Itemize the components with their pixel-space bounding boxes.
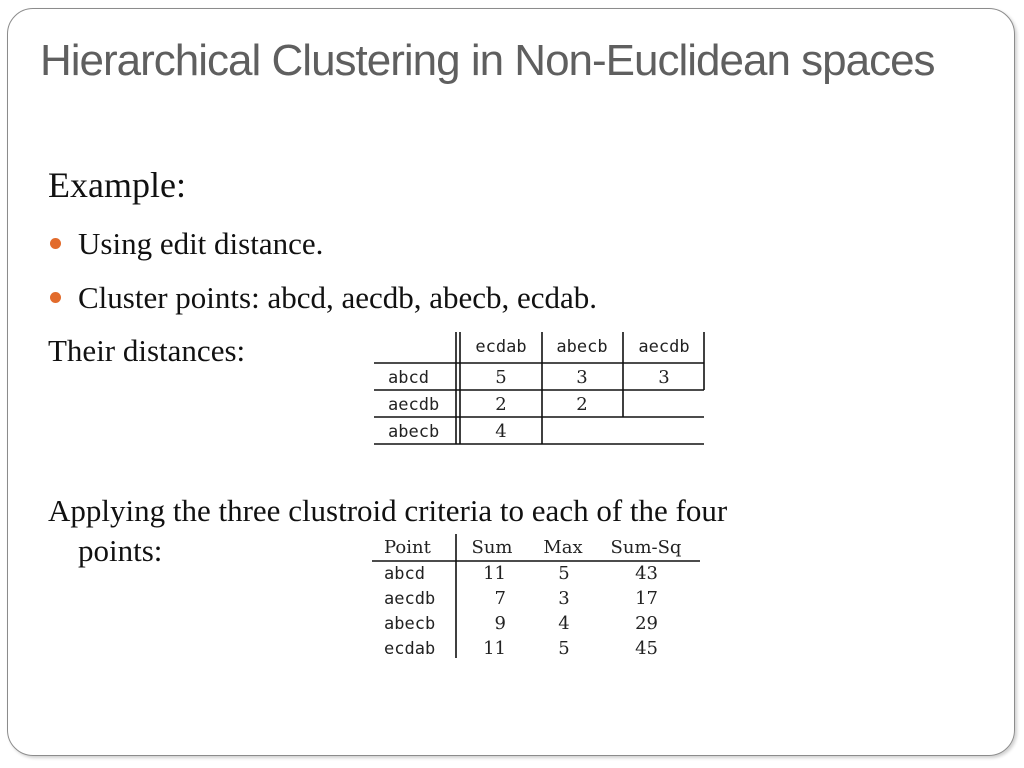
dist-col-header: abecb bbox=[556, 337, 608, 357]
criteria-max: 3 bbox=[558, 588, 570, 609]
criteria-max: 4 bbox=[558, 613, 570, 634]
criteria-header: Sum bbox=[471, 537, 513, 558]
dist-cell: 2 bbox=[495, 394, 507, 415]
criteria-sumsq: 29 bbox=[635, 613, 658, 634]
bullet-cluster-points bbox=[50, 280, 597, 316]
criteria-max: 5 bbox=[558, 563, 570, 584]
example-heading: Example: bbox=[48, 165, 186, 205]
distance-table bbox=[374, 332, 714, 448]
slide-title: Hierarchical Clustering in Non-Euclidean spaces bbox=[40, 36, 935, 85]
criteria-point: ecdab bbox=[384, 639, 436, 659]
bullet-text: Using edit distance. bbox=[78, 226, 324, 261]
dist-cell: 4 bbox=[495, 421, 507, 442]
criteria-sumsq: 17 bbox=[635, 588, 658, 609]
dist-col-header: ecdab bbox=[475, 337, 527, 357]
dist-cell: 3 bbox=[658, 367, 670, 388]
bullet-text: Cluster points: abcd, aecdb, abecb, ecdab. bbox=[78, 280, 598, 315]
dist-cell: 3 bbox=[576, 367, 588, 388]
criteria-point: abecb bbox=[384, 614, 436, 634]
criteria-sum: 11 bbox=[483, 638, 506, 659]
distances-label: Their distances: bbox=[48, 333, 246, 368]
criteria-header: Point bbox=[384, 537, 431, 558]
dist-row-label: abcd bbox=[388, 368, 429, 388]
bullet-dot-icon bbox=[50, 292, 61, 303]
dist-cell: 2 bbox=[576, 394, 588, 415]
criteria-sum: 9 bbox=[494, 613, 506, 634]
criteria-point: abcd bbox=[384, 564, 425, 584]
applying-line-2: points: bbox=[78, 533, 163, 568]
criteria-max: 5 bbox=[558, 638, 570, 659]
bullet-edit-distance bbox=[50, 226, 323, 262]
bullet-dot-icon bbox=[50, 238, 61, 249]
applying-line-1: Applying the three clustroid criteria to each of the four bbox=[48, 493, 728, 528]
criteria-sum: 11 bbox=[483, 563, 506, 584]
dist-col-header: aecdb bbox=[638, 337, 690, 357]
criteria-sumsq: 45 bbox=[635, 638, 658, 659]
criteria-header: Max bbox=[543, 537, 583, 558]
criteria-table bbox=[372, 534, 702, 660]
criteria-sum: 7 bbox=[494, 588, 506, 609]
criteria-point: aecdb bbox=[384, 589, 436, 609]
criteria-sumsq: 43 bbox=[635, 563, 658, 584]
dist-cell: 5 bbox=[495, 367, 507, 388]
dist-row-label: abecb bbox=[388, 422, 440, 442]
dist-row-label: aecdb bbox=[388, 395, 440, 415]
criteria-header: Sum-Sq bbox=[610, 537, 682, 558]
